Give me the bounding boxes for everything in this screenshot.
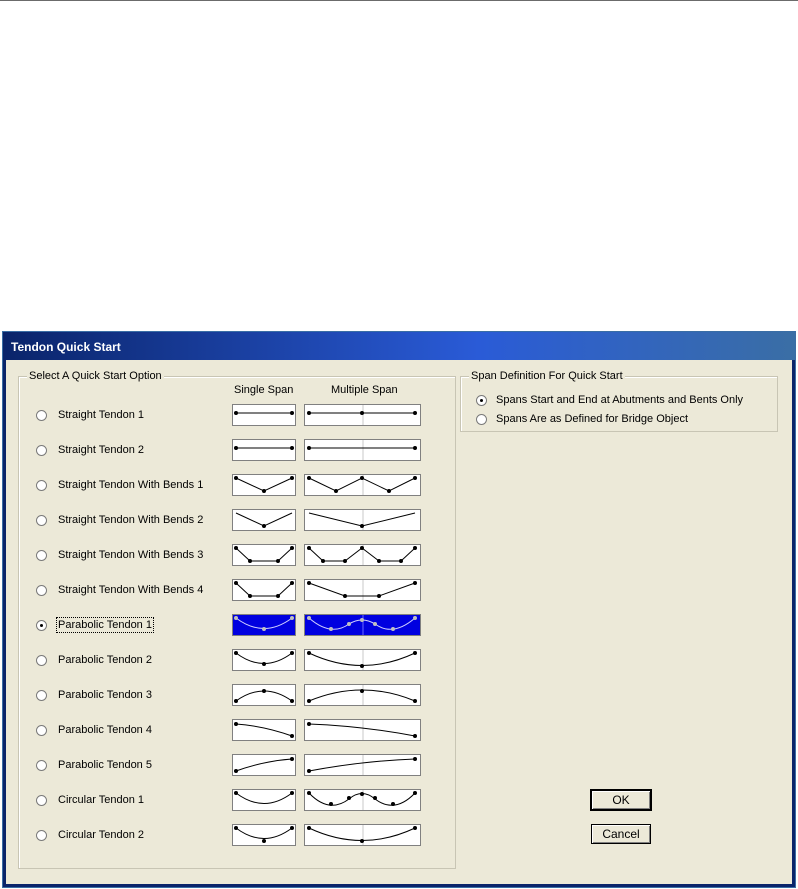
option-row[interactable] [6,474,436,498]
multiple-span-header: Multiple Span [331,384,398,396]
option-row[interactable] [6,719,436,743]
multiple-span-thumbnail[interactable] [304,789,421,811]
option-label: Circular Tendon 2 [58,829,145,841]
multiple-span-thumbnail[interactable] [304,649,421,671]
multiple-span-thumbnail[interactable] [304,579,421,601]
option-label: Parabolic Tendon 4 [58,724,152,736]
span-option-label-1: Spans Start and End at Abutments and Bents Only [496,394,744,406]
option-radio[interactable] [36,795,47,806]
single-span-thumbnail[interactable] [232,824,296,846]
option-row[interactable] [6,789,436,813]
option-label: Parabolic Tendon 2 [58,654,152,666]
single-span-thumbnail[interactable] [232,754,296,776]
option-radio[interactable] [36,760,47,771]
single-span-thumbnail[interactable] [232,474,296,496]
single-span-thumbnail[interactable] [232,614,296,636]
option-radio[interactable] [36,655,47,666]
option-row[interactable] [6,824,436,848]
multiple-span-thumbnail[interactable] [304,474,421,496]
multiple-span-thumbnail[interactable] [304,824,421,846]
option-radio[interactable] [36,445,47,456]
option-row[interactable] [6,404,436,428]
multiple-span-thumbnail[interactable] [304,614,421,636]
option-row[interactable] [6,579,436,603]
multiple-span-thumbnail[interactable] [304,404,421,426]
single-span-thumbnail[interactable] [232,404,296,426]
option-row[interactable] [6,509,436,533]
option-row[interactable] [6,649,436,673]
option-label: Straight Tendon 1 [58,409,145,421]
multiple-span-thumbnail[interactable] [304,719,421,741]
single-span-thumbnail[interactable] [232,684,296,706]
option-row[interactable] [6,614,436,638]
option-radio[interactable] [36,725,47,736]
option-radio[interactable] [36,830,47,841]
option-row[interactable] [6,684,436,708]
single-span-thumbnail[interactable] [232,789,296,811]
quick-start-group-label: Select A Quick Start Option [29,370,162,382]
single-span-header: Single Span [234,384,294,396]
single-span-thumbnail[interactable] [232,509,296,531]
dialog-client-area [6,360,792,884]
option-label: Straight Tendon With Bends 2 [58,514,204,526]
single-span-thumbnail[interactable] [232,649,296,671]
span-option-row[interactable] [446,408,798,432]
cancel-button[interactable]: Cancel [591,824,651,844]
option-label: Parabolic Tendon 1 [58,619,152,631]
option-label: Straight Tendon With Bends 1 [58,479,204,491]
option-radio[interactable] [36,620,47,631]
title-bar[interactable] [3,332,795,360]
span-definition-group-label: Span Definition For Quick Start [471,370,623,382]
multiple-span-thumbnail[interactable] [304,754,421,776]
dialog-title: Tendon Quick Start [11,340,121,354]
option-row[interactable] [6,439,436,463]
span-option-radio-1[interactable] [476,395,487,406]
option-row[interactable] [6,544,436,568]
multiple-span-thumbnail[interactable] [304,544,421,566]
span-option-label-2: Spans Are as Defined for Bridge Object [496,413,688,425]
option-label: Straight Tendon With Bends 3 [58,549,204,561]
single-span-thumbnail[interactable] [232,719,296,741]
top-border-line [0,0,798,1]
option-radio[interactable] [36,410,47,421]
option-radio[interactable] [36,480,47,491]
multiple-span-thumbnail[interactable] [304,439,421,461]
span-option-radio-2[interactable] [476,414,487,425]
option-radio[interactable] [36,585,47,596]
option-row[interactable] [6,754,436,778]
tendon-quick-start-dialog [2,331,796,888]
option-label: Circular Tendon 1 [58,794,145,806]
option-radio[interactable] [36,550,47,561]
multiple-span-thumbnail[interactable] [304,509,421,531]
single-span-thumbnail[interactable] [232,579,296,601]
option-label: Parabolic Tendon 3 [58,689,152,701]
single-span-thumbnail[interactable] [232,544,296,566]
option-radio[interactable] [36,515,47,526]
ok-button[interactable]: OK [591,790,651,810]
option-label: Parabolic Tendon 5 [58,759,152,771]
option-label: Straight Tendon 2 [58,444,145,456]
multiple-span-thumbnail[interactable] [304,684,421,706]
option-radio[interactable] [36,690,47,701]
option-label: Straight Tendon With Bends 4 [58,584,204,596]
single-span-thumbnail[interactable] [232,439,296,461]
